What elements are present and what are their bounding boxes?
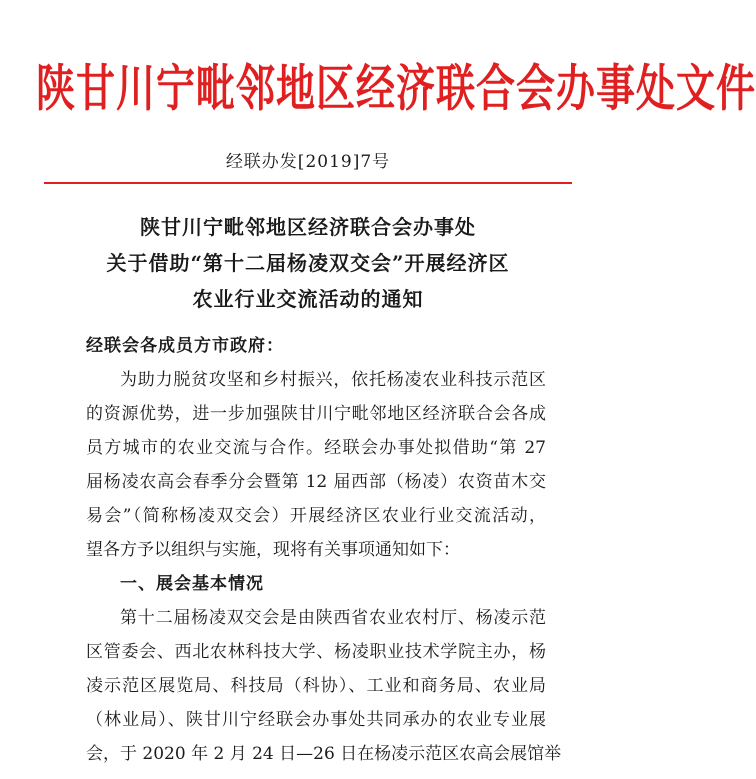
issuer-red-header: 陕甘川宁毗邻地区经济联合会办事处文件	[36, 59, 756, 119]
section-1-line: （林业局）、陕甘川宁经联会办事处共同承办的农业专业展	[86, 710, 546, 730]
paragraph-1-line: 员方城市的农业交流与合作。经联会办事处拟借助“第 27	[86, 438, 546, 458]
paragraph-1-line: 的资源优势，进一步加强陕甘川宁毗邻地区经济联合会各成	[86, 404, 546, 424]
paragraph-1-line: 届杨凌农高会春季分会暨第 12 届西部（杨凌）农资苗木交	[86, 472, 546, 492]
paragraph-1-line: 易会”（简称杨凌双交会）开展经济区农业行业交流活动，	[86, 506, 546, 526]
document-number: 经联办发[2019]7号	[225, 152, 391, 172]
section-1-line: 会，于 2020 年 2 月 24 日—26 日在杨凌示范区农高会展馆举	[86, 744, 562, 764]
paragraph-1-line: 望各方予以组织与实施，现将有关事项通知如下：	[86, 540, 460, 560]
salutation: 经联会各成员方市政府：	[86, 336, 284, 356]
paragraph-1-line: 为助力脱贫攻坚和乡村振兴，依托杨凌农业科技示范区	[120, 370, 546, 390]
title-line-1: 陕甘川宁毗邻地区经济联合会办事处	[140, 215, 476, 239]
section-heading: 一、展会基本情况	[120, 574, 264, 594]
red-separator-line	[44, 182, 572, 184]
section-1-line: 凌示范区展览局、科技局（科协）、工业和商务局、农业局	[86, 676, 546, 696]
title-line-3: 农业行业交流活动的通知	[192, 287, 424, 311]
title-line-2: 关于借助“第十二届杨凌双交会”开展经济区	[106, 251, 510, 275]
section-1-line: 第十二届杨凌双交会是由陕西省农业农村厅、杨凌示范	[120, 608, 546, 628]
section-1-line: 区管委会、西北农林科技大学、杨凌职业技术学院主办，杨	[86, 642, 546, 662]
